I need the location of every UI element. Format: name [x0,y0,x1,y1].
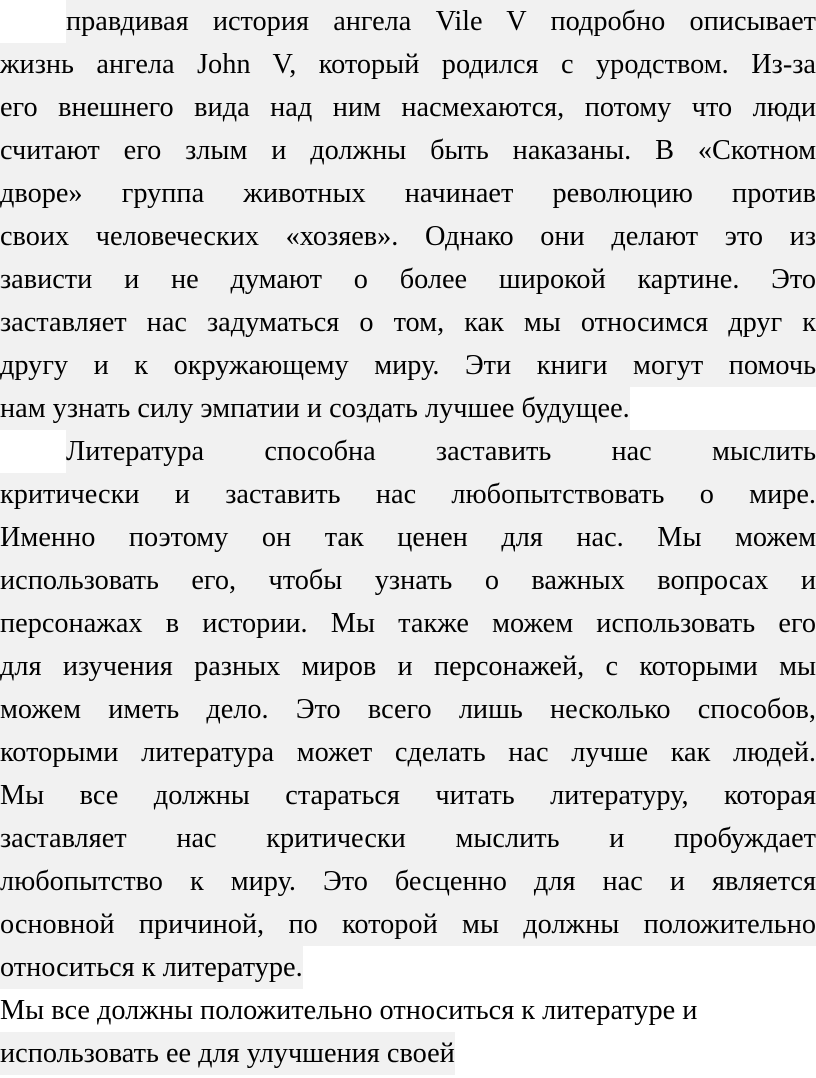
text-line [0,817,816,860]
text-line [0,989,816,1032]
text-line-content: заставляет нас задуматься о том, как мы относимся друг к [0,301,816,344]
text-line-content: критически и заставить нас любопытствовать о мире. [0,473,816,516]
text-line [0,172,816,215]
text-line [0,473,816,516]
text-line [0,1032,816,1075]
text-line [66,430,816,473]
text-line-content: основной причиной, по которой мы должны положительно [0,903,816,946]
text-line-content: жизнь ангела John V, который родился с уродством. Из-за [0,43,816,86]
text-line-content: Мы все должны положительно относиться к литературе и [0,995,698,1026]
text-line-content: персонажах в истории. Мы также можем использовать его [0,602,816,645]
text-line [66,0,816,43]
text-line-content: относиться к литературе. [0,946,303,989]
text-line-content: Именно поэтому он так ценен для нас. Мы можем [0,516,816,559]
text-line-content: заставляет нас критически мыслить и пробуждает [0,817,816,860]
text-line-content: его внешнего вида над ним насмехаются, потому что люди [0,86,816,129]
text-line [0,946,816,989]
text-line-content: для изучения разных миров и персонажей, с которыми мы [0,645,816,688]
text-line [0,301,816,344]
text-line [0,688,816,731]
text-line [0,387,816,430]
text-line-content: Литература способна заставить нас мыслить [66,430,816,473]
text-line [0,903,816,946]
text-line [0,602,816,645]
text-line [0,731,816,774]
text-line-content: дворе» группа животных начинает революцию против [0,172,816,215]
text-line [0,258,816,301]
text-line [0,344,816,387]
text-line-content: нам узнать силу эмпатии и создать лучшее будущее. [0,387,630,430]
text-line-content: которыми литература может сделать нас лучше как людей. [0,731,816,774]
text-line [0,645,816,688]
text-line-content: другу и к окружающему миру. Эти книги могут помочь [0,344,816,387]
text-line [0,774,816,817]
text-line-content: использовать ее для улучшения своей [0,1032,455,1075]
text-line [0,129,816,172]
text-line-content: своих человеческих «хозяев». Однако они делают это из [0,215,816,258]
text-line-content: можем иметь дело. Это всего лишь несколько способов, [0,688,816,731]
text-line-content: зависти и не думают о более широкой картине. Это [0,258,816,301]
text-line [0,559,816,602]
text-line-content: Мы все должны стараться читать литературу, которая [0,774,816,817]
text-line [0,215,816,258]
text-line [0,516,816,559]
text-line [0,860,816,903]
text-line-content: считают его злым и должны быть наказаны. В «Скотном [0,129,816,172]
text-line [0,43,816,86]
text-line-content: правдивая история ангела Vile V подробно описывает [66,0,816,43]
text-line-content: любопытство к миру. Это бесценно для нас и является [0,860,816,903]
text-line [0,86,816,129]
text-line-content: использовать его, чтобы узнать о важных вопросах и [0,559,816,602]
